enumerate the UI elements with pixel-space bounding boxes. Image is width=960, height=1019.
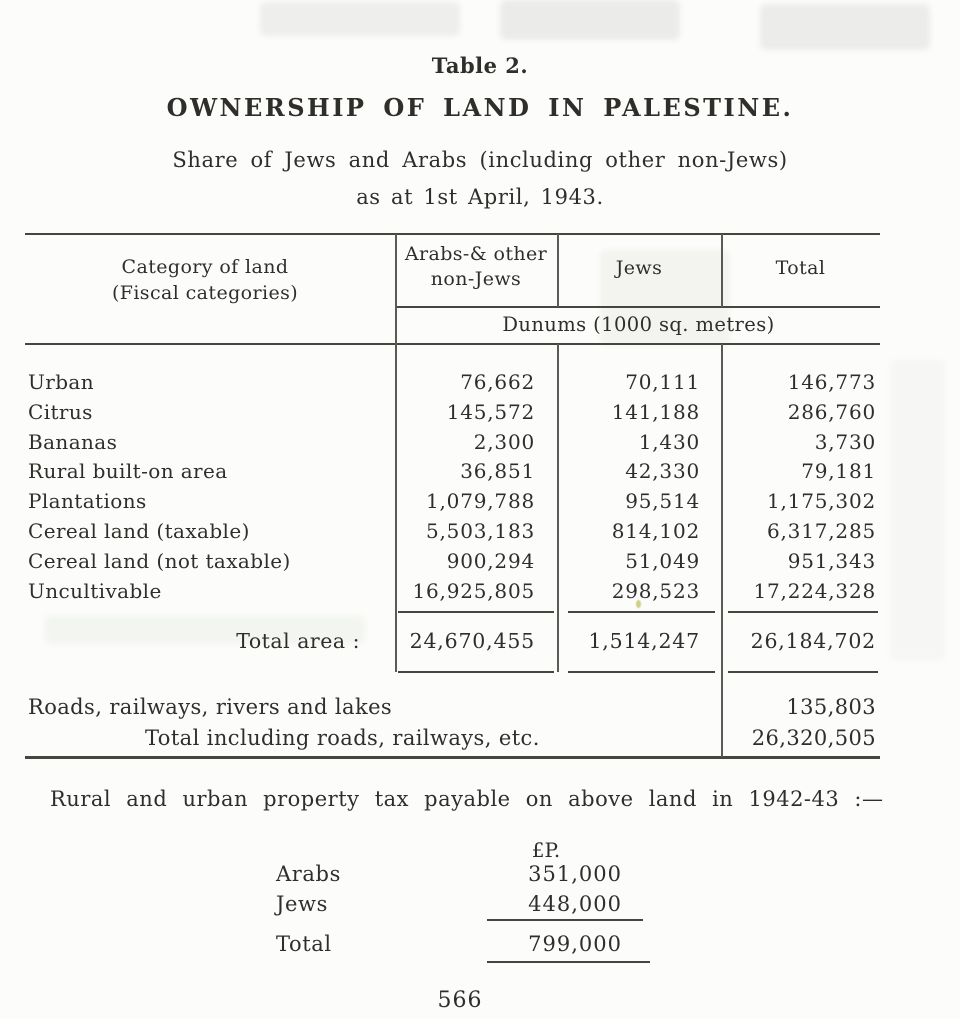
cell-total: 286,760 — [787, 400, 876, 424]
table-rule-subtotal-bottom-arabs — [398, 671, 554, 673]
col-header-total: Total — [775, 257, 826, 279]
table-row — [0, 400, 960, 430]
table-row — [0, 579, 960, 609]
cell-total: 6,317,285 — [767, 519, 876, 543]
col-header-arabs-line2: non-Jews — [430, 268, 522, 290]
tax-value: 448,000 — [528, 892, 622, 916]
tax-label: Jews — [276, 892, 328, 916]
cell-total: 3,730 — [814, 430, 876, 454]
tax-label: Arabs — [276, 862, 341, 886]
table-row — [0, 549, 960, 579]
table-row — [0, 459, 960, 489]
table-rule-subtotal-top-jews — [568, 611, 715, 613]
cell-arabs: 16,925,805 — [412, 579, 535, 603]
col-header-arabs-line1: Arabs-& other — [404, 243, 548, 265]
tax-heading: Rural and urban property tax payable on above land in 1942-43 :— — [50, 787, 884, 811]
cell-jews: 1,430 — [638, 430, 700, 454]
grand-total-label: Total including roads, railways, etc. — [145, 726, 540, 750]
cell-category: Uncultivable — [28, 579, 162, 603]
table-rule-bottom — [25, 756, 880, 759]
table-rule-subtotal-top-arabs — [398, 611, 554, 613]
subtitle-line-1: Share of Jews and Arabs (including other non-Jews) — [172, 148, 788, 172]
currency-label: £P. — [531, 838, 561, 862]
cell-category: Cereal land (taxable) — [28, 519, 250, 543]
cell-category: Bananas — [28, 430, 118, 454]
cell-total: 17,224,328 — [753, 579, 876, 603]
scan-artifact — [760, 4, 930, 50]
roads-label: Roads, railways, rivers and lakes — [28, 695, 393, 719]
cell-category: Plantations — [28, 489, 147, 513]
units-note: Dunums (1000 sq. metres) — [502, 313, 775, 336]
total-area-row — [0, 629, 960, 659]
cell-jews: 95,514 — [625, 489, 700, 513]
cell-jews-total: 1,514,247 — [588, 629, 700, 653]
tax-value: 799,000 — [528, 932, 622, 956]
cell-arabs-total: 24,670,455 — [409, 629, 535, 653]
cell-total: 146,773 — [787, 370, 876, 394]
table-label: Table 2. — [431, 53, 529, 78]
total-area-label: Total area : — [236, 629, 360, 653]
cell-category: Citrus — [28, 400, 93, 424]
cell-jews: 70,111 — [625, 370, 700, 394]
page-title: OWNERSHIP OF LAND IN PALESTINE. — [166, 93, 794, 122]
cell-jews: 42,330 — [625, 459, 700, 483]
table-row — [0, 519, 960, 549]
table-row — [0, 430, 960, 460]
tax-value: 351,000 — [528, 862, 622, 886]
cell-total: 951,343 — [787, 549, 876, 573]
cell-total: 1,175,302 — [767, 489, 876, 513]
cell-category: Cereal land (not taxable) — [28, 549, 291, 573]
table-rule-under-headers — [396, 306, 880, 308]
cell-jews: 298,523 — [611, 579, 700, 603]
cell-arabs: 900,294 — [446, 549, 535, 573]
grand-total-value: 26,320,505 — [751, 726, 876, 750]
cell-arabs: 1,079,788 — [426, 489, 535, 513]
table-rule-subtotal-top-total — [728, 611, 878, 613]
cell-arabs: 2,300 — [473, 430, 535, 454]
table-row — [0, 370, 960, 400]
cell-arabs: 76,662 — [460, 370, 535, 394]
table-rule-under-units — [25, 343, 880, 345]
subtitle-line-2: as at 1st April, 1943. — [356, 185, 604, 209]
cell-total: 79,181 — [801, 459, 876, 483]
table-row — [0, 489, 960, 519]
col-header-category-line1: Category of land — [121, 256, 289, 278]
table-rule-subtotal-bottom-jews — [568, 671, 715, 673]
table-rule-subtotal-bottom-total — [728, 671, 878, 673]
cell-jews: 51,049 — [625, 549, 700, 573]
page-number: 566 — [437, 988, 483, 1013]
table-rule-top — [25, 233, 880, 235]
cell-category: Urban — [28, 370, 95, 394]
tax-rule-under-total — [487, 961, 650, 963]
scan-artifact — [260, 2, 460, 36]
tax-label: Total — [276, 932, 332, 956]
cell-arabs: 36,851 — [460, 459, 535, 483]
cell-grand-total: 26,184,702 — [750, 629, 876, 653]
col-header-category-line2: (Fiscal categories) — [111, 282, 299, 304]
cell-arabs: 145,572 — [446, 400, 535, 424]
cell-arabs: 5,503,183 — [426, 519, 535, 543]
tax-rule-under-jews — [487, 919, 643, 921]
cell-category: Rural built-on area — [28, 459, 228, 483]
roads-value: 135,803 — [786, 695, 876, 719]
cell-jews: 814,102 — [611, 519, 700, 543]
col-header-jews: Jews — [615, 257, 663, 279]
scan-artifact — [500, 0, 680, 40]
cell-jews: 141,188 — [611, 400, 700, 424]
